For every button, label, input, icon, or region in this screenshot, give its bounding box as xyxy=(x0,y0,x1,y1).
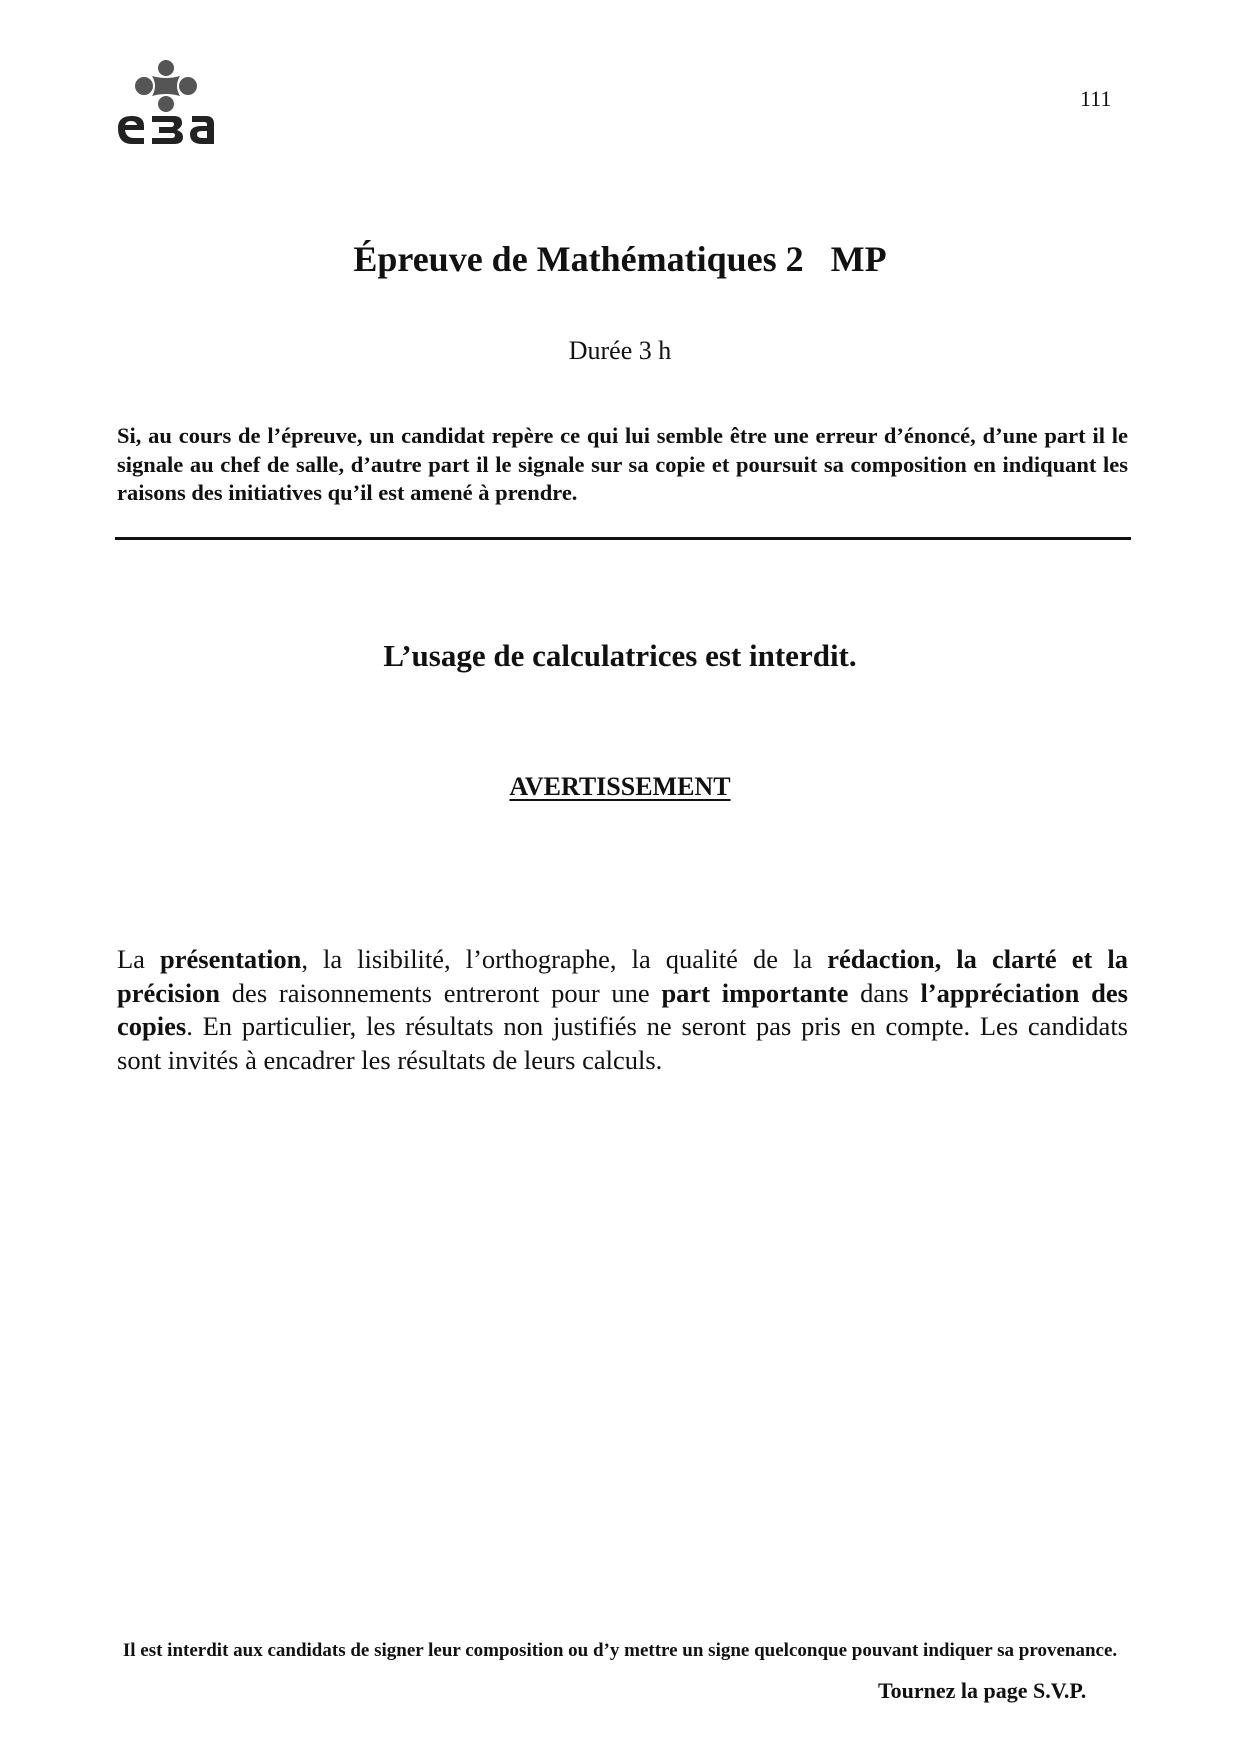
warning-emphasis: rédaction, la clarté et la précision xyxy=(117,944,1128,1008)
warning-text-segment: dans xyxy=(848,977,921,1008)
warning-text-segment: La xyxy=(117,944,160,974)
exam-duration: Durée 3 h xyxy=(568,336,672,365)
divider xyxy=(115,537,1131,540)
e3a-logo-graphic xyxy=(114,54,234,154)
warning-emphasis: l’appréciation des copies xyxy=(117,977,1128,1041)
turn-page-note: Tournez la page S.V.P. xyxy=(878,1678,1087,1703)
warning-text-segment: , la lisibilité, l’orthographe, la qualité de la xyxy=(301,944,828,974)
warning-emphasis: part importante xyxy=(661,977,849,1008)
page-number: 111 xyxy=(1080,86,1112,111)
e3a-logo xyxy=(114,54,234,154)
calculator-rule: L’usage de calculatrices est interdit. xyxy=(383,638,857,673)
warning-emphasis: présentation xyxy=(160,944,302,974)
warning-text-segment: des raisonnements entreront pour une xyxy=(220,977,662,1008)
warning-paragraph xyxy=(117,943,1128,1077)
error-notice: Si, au cours de l’épreuve, un candidat repère ce qui lui semble être une erreur d’énoncé, d’une part il le signale au chef de salle, d’autre part il le signale sur sa copie et poursuit sa composition en indiquant les raisons des initiatives qu’il est amené à prendre. xyxy=(117,423,1128,505)
signature-warning: Il est interdit aux candidats de signer leur composition ou d’y mettre un signe quelconque pouvant indiquer sa provenance. xyxy=(122,1640,1118,1661)
page-title: Épreuve de Mathématiques 2 MP xyxy=(353,239,887,279)
warning-text-segment: . En particulier, les résultats non justifiés ne seront pas pris en compte. Les candidats sont invités à encadrer les résultats de leurs calculs. xyxy=(117,1011,1128,1075)
warning-heading: AVERTISSEMENT xyxy=(509,772,731,801)
